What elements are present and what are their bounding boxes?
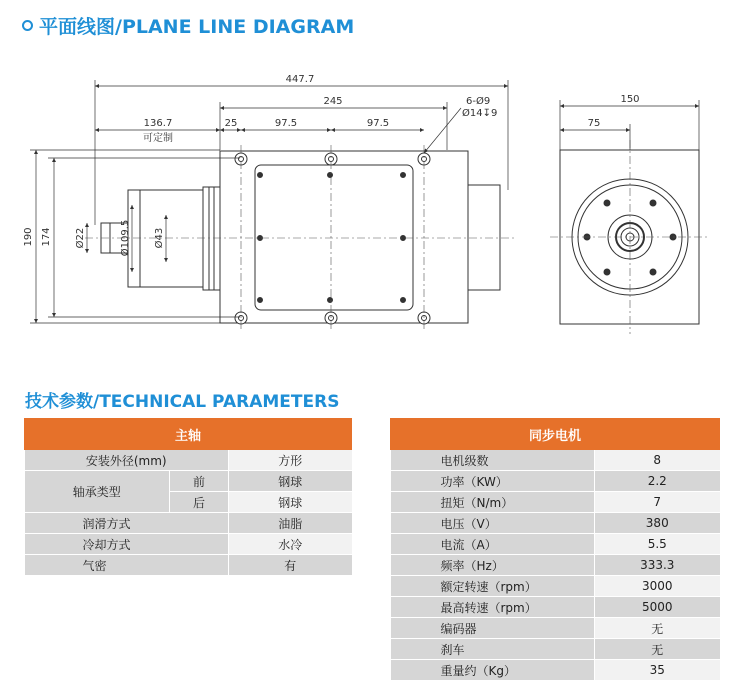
row-value: 水冷 bbox=[229, 534, 352, 555]
row-label: 额定转速（rpm） bbox=[391, 576, 595, 597]
dim-dia-22: Ø22 bbox=[75, 227, 86, 249]
row-label: 轴承类型 bbox=[25, 471, 170, 513]
row-value: 35 bbox=[595, 660, 720, 681]
dim-holes: 6-Ø9 bbox=[466, 96, 491, 107]
table-row bbox=[391, 618, 720, 639]
dim-holes-counterbore: Ø14↧9 bbox=[462, 108, 498, 119]
row-label: 气密 bbox=[25, 555, 229, 576]
table-row bbox=[391, 576, 720, 597]
dim-97-5-b: 97.5 bbox=[366, 118, 390, 129]
tech-params-title-text: 技术参数/TECHNICAL PARAMETERS bbox=[25, 392, 340, 412]
table-row bbox=[391, 513, 720, 534]
table-row bbox=[391, 555, 720, 576]
row-label: 电机级数 bbox=[391, 450, 595, 471]
table-row bbox=[391, 660, 720, 681]
row-label: 编码器 bbox=[391, 618, 595, 639]
dim-174: 174 bbox=[41, 227, 52, 247]
table-row bbox=[391, 471, 720, 492]
row-value: 方形 bbox=[229, 450, 352, 471]
row-label: 最高转速（rpm） bbox=[391, 597, 595, 618]
dim-dia-43: Ø43 bbox=[154, 227, 165, 249]
plane-diagram-title bbox=[22, 12, 354, 39]
row-label: 重量约（Kg） bbox=[391, 660, 595, 681]
dim-25: 25 bbox=[224, 118, 238, 129]
row-label: 刹车 bbox=[391, 639, 595, 660]
row-label: 电压（V） bbox=[391, 513, 595, 534]
motor-table bbox=[390, 418, 720, 681]
row-value: 无 bbox=[595, 639, 720, 660]
dim-97-5-a: 97.5 bbox=[274, 118, 298, 129]
motor-table-header: 同步电机 bbox=[391, 419, 720, 450]
table-row bbox=[25, 534, 352, 555]
row-sublabel: 前 bbox=[170, 471, 229, 492]
row-value: 5.5 bbox=[595, 534, 720, 555]
row-value: 油脂 bbox=[229, 513, 352, 534]
spindle-table-header: 主轴 bbox=[25, 419, 352, 450]
row-value: 380 bbox=[595, 513, 720, 534]
row-label: 安装外径(mm) bbox=[25, 450, 229, 471]
table-row bbox=[391, 534, 720, 555]
table-row bbox=[391, 492, 720, 513]
row-label: 电流（A） bbox=[391, 534, 595, 555]
dim-dia-109-5: Ø109.5 bbox=[120, 219, 131, 257]
row-value: 钢球 bbox=[229, 471, 352, 492]
plane-line-diagram bbox=[0, 50, 734, 350]
row-label: 频率（Hz） bbox=[391, 555, 595, 576]
dim-75: 75 bbox=[587, 118, 601, 129]
dim-custom-note: 可定制 bbox=[143, 133, 173, 144]
dim-custom-length: 136.7 bbox=[143, 118, 173, 129]
table-row bbox=[25, 471, 352, 492]
row-value: 333.3 bbox=[595, 555, 720, 576]
row-label: 功率（KW） bbox=[391, 471, 595, 492]
tech-params-title bbox=[25, 387, 339, 412]
table-row bbox=[391, 597, 720, 618]
table-row bbox=[25, 513, 352, 534]
row-value: 有 bbox=[229, 555, 352, 576]
row-value: 钢球 bbox=[229, 492, 352, 513]
row-sublabel: 后 bbox=[170, 492, 229, 513]
row-value: 无 bbox=[595, 618, 720, 639]
row-value: 3000 bbox=[595, 576, 720, 597]
circle-bullet-icon bbox=[22, 20, 33, 31]
row-label: 扭矩（N/m） bbox=[391, 492, 595, 513]
row-value: 2.2 bbox=[595, 471, 720, 492]
row-value: 8 bbox=[595, 450, 720, 471]
spindle-table bbox=[24, 418, 352, 576]
table-row bbox=[391, 450, 720, 471]
dim-190: 190 bbox=[23, 227, 34, 247]
table-row bbox=[25, 555, 352, 576]
table-row bbox=[391, 639, 720, 660]
row-value: 7 bbox=[595, 492, 720, 513]
dim-245: 245 bbox=[323, 96, 343, 107]
row-label: 润滑方式 bbox=[25, 513, 229, 534]
dim-150: 150 bbox=[620, 94, 640, 105]
row-value: 5000 bbox=[595, 597, 720, 618]
row-label: 冷却方式 bbox=[25, 534, 229, 555]
dim-total-length: 447.7 bbox=[285, 74, 315, 85]
table-row bbox=[25, 450, 352, 471]
plane-diagram-title-text: 平面线图/PLANE LINE DIAGRAM bbox=[39, 16, 355, 38]
